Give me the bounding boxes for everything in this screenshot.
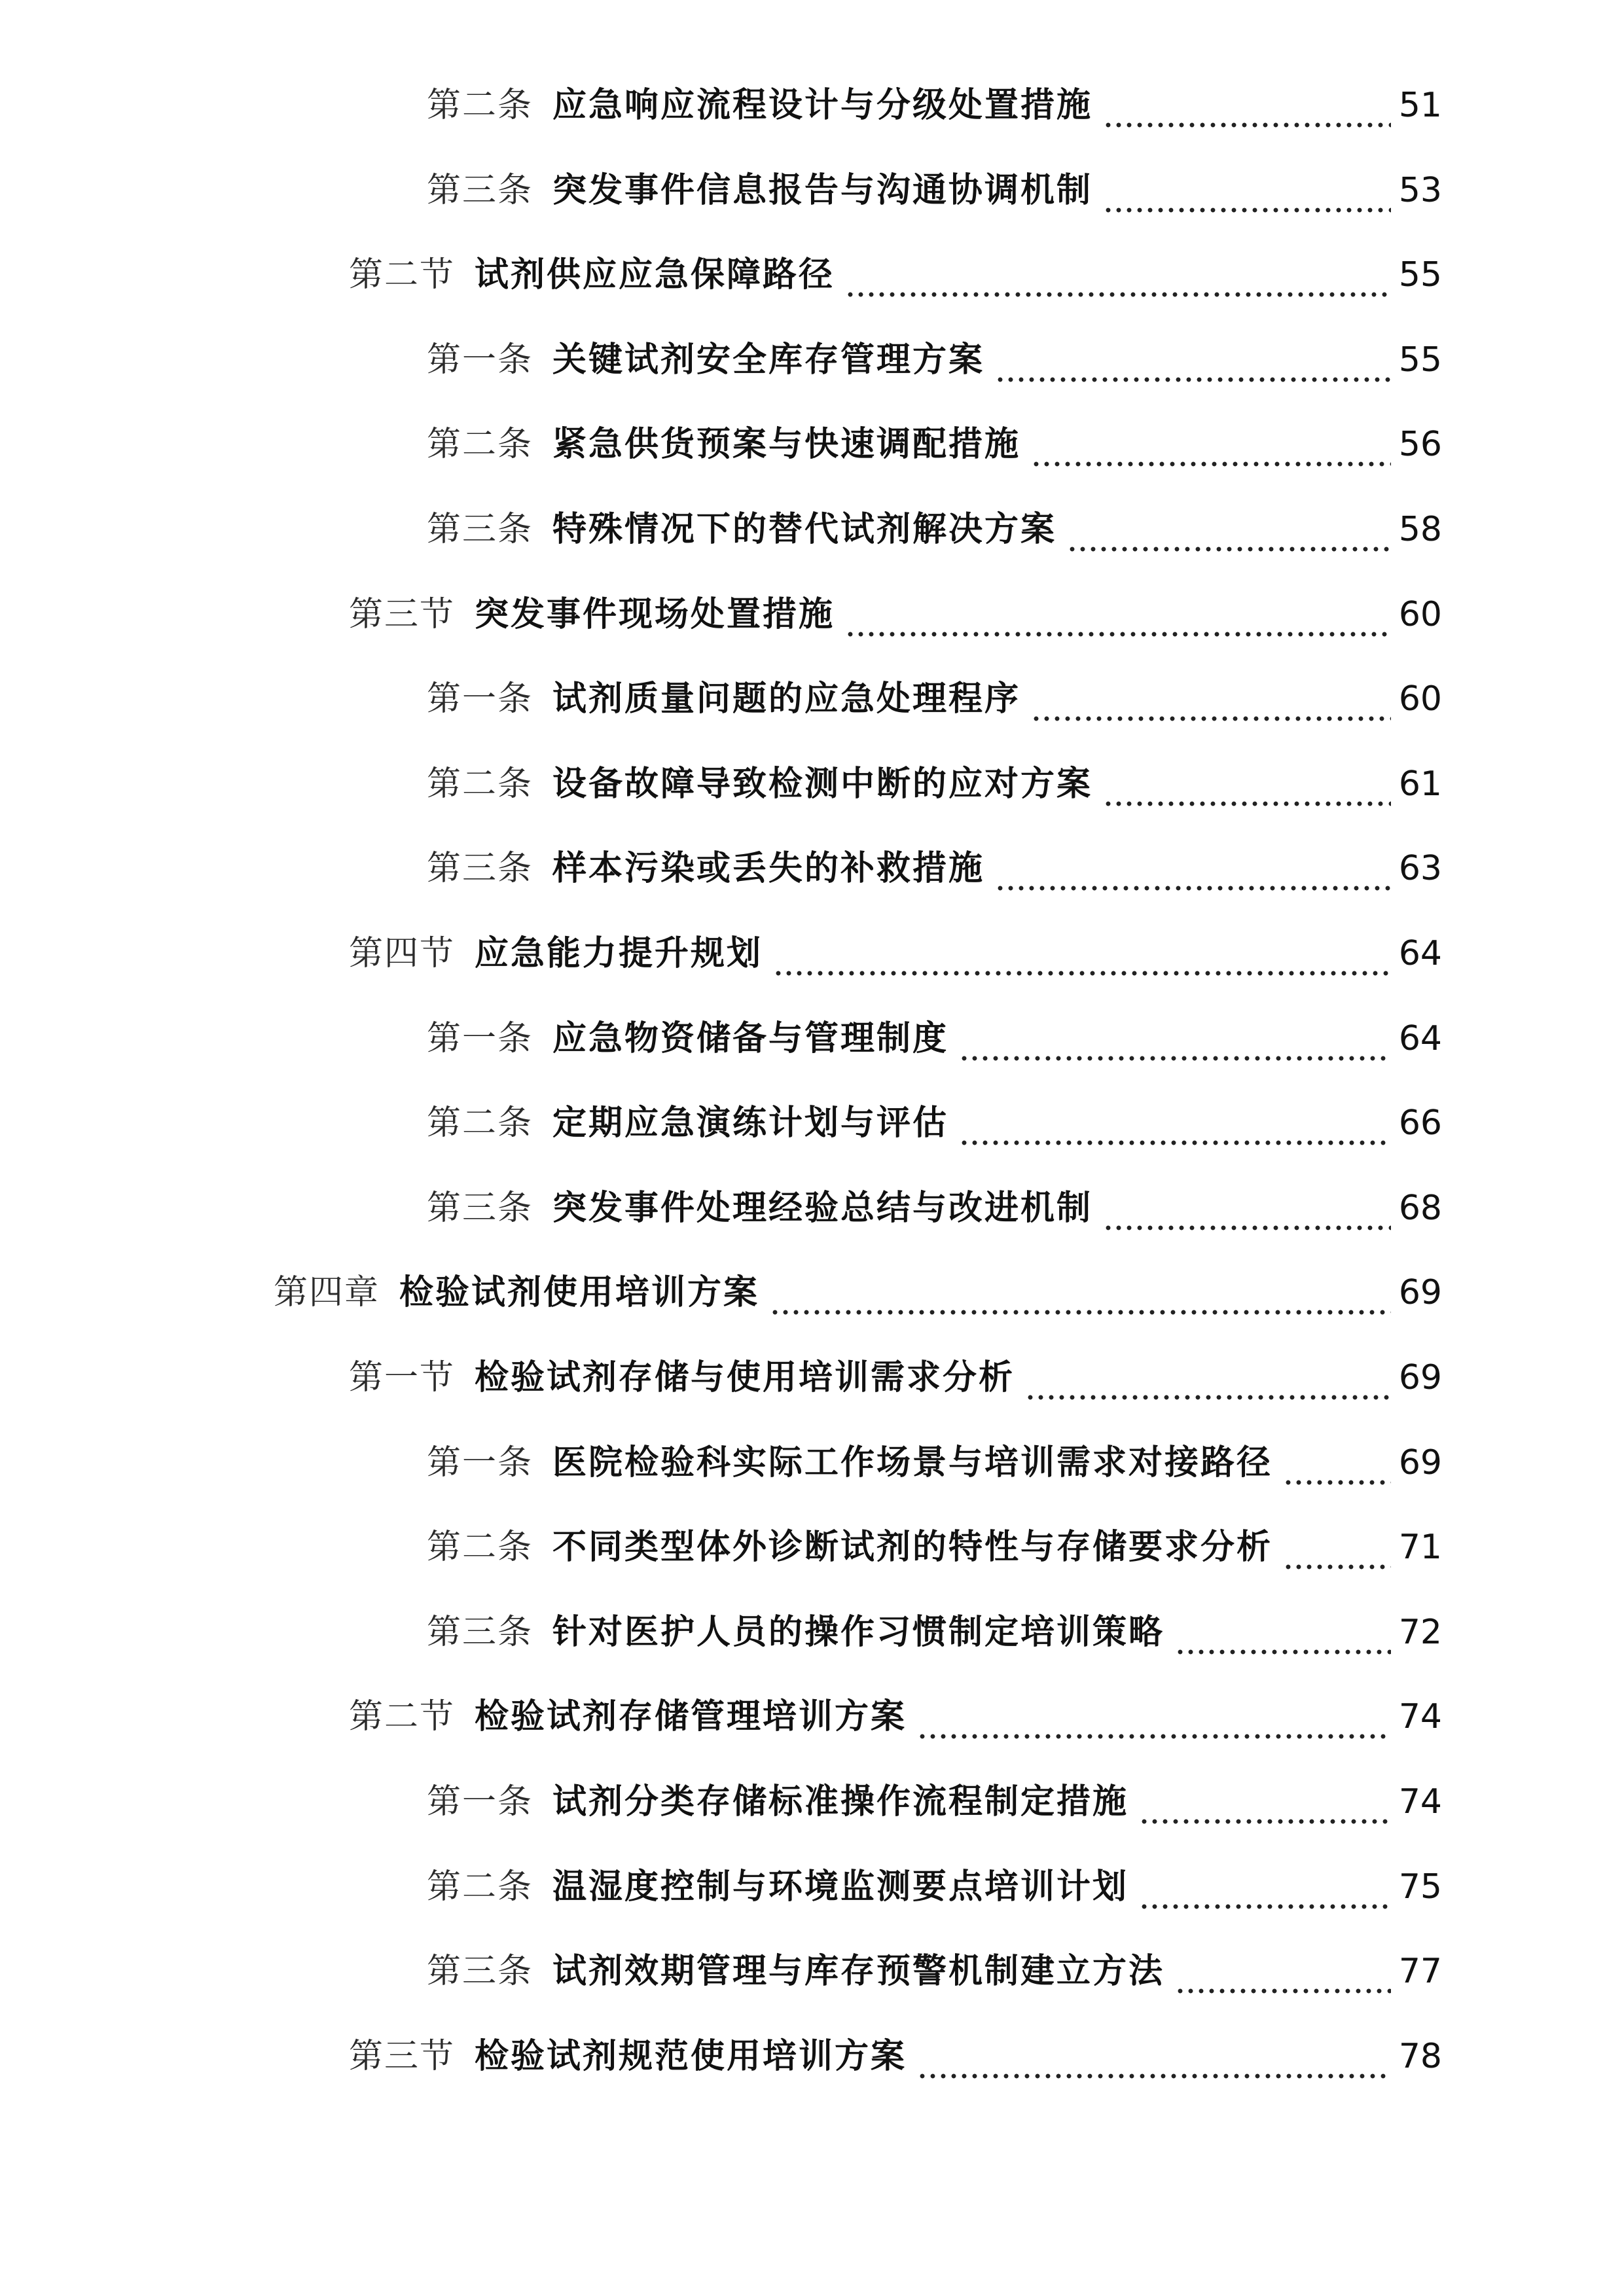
toc-entry-title: 试剂供应应急保障路径: [475, 255, 835, 295]
toc-entry-page-number: 55: [1398, 255, 1442, 295]
toc-entry-page-number: 74: [1398, 1782, 1442, 1821]
toc-entry-page-number: 56: [1398, 425, 1442, 464]
dot-leader: [1139, 1854, 1391, 1920]
toc-entry-label: 第一节: [349, 1358, 456, 1397]
toc-entry-article[interactable]: [427, 1430, 1442, 1496]
toc-entry-article[interactable]: [427, 751, 1442, 817]
toc-entry-section[interactable]: [349, 1684, 1442, 1749]
toc-entry-article[interactable]: [427, 1769, 1442, 1835]
toc-entry-page-number: 64: [1398, 934, 1442, 973]
toc-entry-article[interactable]: [427, 1515, 1442, 1580]
dot-leader: [1103, 1175, 1391, 1241]
dot-leader: [995, 836, 1391, 901]
toc-entry-page-number: 60: [1398, 679, 1442, 719]
dot-leader: [995, 327, 1391, 393]
dot-leader: [1103, 158, 1391, 223]
toc-entry-title: 试剂分类存储标准操作流程制定措施: [552, 1782, 1129, 1821]
toc-entry-label: 第三条: [427, 1613, 533, 1652]
dot-leader: [1025, 1345, 1391, 1410]
toc-entry-title: 定期应急演练计划与评估: [552, 1103, 949, 1143]
dot-leader: [959, 1006, 1391, 1071]
toc-entry-title: 样本污染或丢失的补救措施: [552, 849, 985, 888]
toc-entry-label: 第一条: [427, 340, 533, 380]
toc-entry-title: 检验试剂使用培训方案: [399, 1273, 760, 1312]
toc-entry-article[interactable]: [427, 73, 1442, 138]
toc-entry-article[interactable]: [427, 1090, 1442, 1156]
toc-entry-page-number: 64: [1398, 1019, 1442, 1058]
dot-leader: [845, 242, 1391, 308]
toc-entry-section[interactable]: [349, 582, 1442, 647]
toc-entry-title: 医院检验科实际工作场景与培训需求对接路径: [552, 1443, 1273, 1482]
toc-entry-label: 第三条: [427, 1189, 533, 1228]
toc-entry-label: 第二节: [349, 255, 456, 295]
toc-entry-page-number: 63: [1398, 849, 1442, 888]
toc-entry-page-number: 60: [1398, 595, 1442, 634]
toc-entry-page-number: 74: [1398, 1697, 1442, 1736]
toc-entry-article[interactable]: [427, 1854, 1442, 1920]
toc-entry-page-number: 53: [1398, 171, 1442, 210]
dot-leader: [917, 1684, 1391, 1749]
toc-entry-title: 突发事件处理经验总结与改进机制: [552, 1189, 1093, 1228]
dot-leader: [1175, 1939, 1391, 2004]
toc-entry-label: 第三条: [427, 171, 533, 210]
toc-entry-article[interactable]: [427, 1600, 1442, 1665]
toc-entry-label: 第三条: [427, 510, 533, 549]
toc-entry-label: 第二条: [427, 1103, 533, 1143]
toc-entry-title: 紧急供货预案与快速调配措施: [552, 425, 1021, 464]
toc-entry-label: 第一条: [427, 1443, 533, 1482]
toc-entry-chapter[interactable]: [274, 1260, 1442, 1325]
toc-entry-article[interactable]: [427, 327, 1442, 393]
toc-entry-label: 第四节: [349, 934, 456, 973]
toc-entry-label: 第二条: [427, 1867, 533, 1907]
dot-leader: [770, 1260, 1391, 1325]
toc-entry-title: 应急响应流程设计与分级处置措施: [552, 86, 1093, 125]
toc-entry-title: 设备故障导致检测中断的应对方案: [552, 764, 1093, 804]
toc-entry-label: 第一条: [427, 679, 533, 719]
toc-entry-title: 关键试剂安全库存管理方案: [552, 340, 985, 380]
toc-entry-title: 温湿度控制与环境监测要点培训计划: [552, 1867, 1129, 1907]
dot-leader: [1283, 1515, 1391, 1580]
toc-entry-title: 检验试剂存储管理培训方案: [475, 1697, 907, 1736]
toc-entry-title: 应急能力提升规划: [475, 934, 763, 973]
dot-leader: [1175, 1600, 1391, 1665]
toc-entry-label: 第三节: [349, 595, 456, 634]
toc-entry-title: 检验试剂规范使用培训方案: [475, 2037, 907, 2076]
toc-entry-section[interactable]: [349, 921, 1442, 986]
toc-entry-article[interactable]: [427, 1939, 1442, 2004]
toc-entry-label: 第三条: [427, 849, 533, 888]
toc-entry-page-number: 77: [1398, 1952, 1442, 1991]
toc-entry-label: 第三节: [349, 2037, 456, 2076]
toc-entry-article[interactable]: [427, 1006, 1442, 1071]
toc-entry-title: 突发事件现场处置措施: [475, 595, 835, 634]
toc-entry-section[interactable]: [349, 1345, 1442, 1410]
toc-entry-section[interactable]: [349, 242, 1442, 308]
toc-entry-article[interactable]: [427, 836, 1442, 901]
toc-entry-title: 检验试剂存储与使用培训需求分析: [475, 1358, 1015, 1397]
dot-leader: [1103, 73, 1391, 138]
toc-entry-title: 不同类型体外诊断试剂的特性与存储要求分析: [552, 1528, 1273, 1567]
toc-entry-label: 第二条: [427, 86, 533, 125]
toc-entry-title: 特殊情况下的替代试剂解决方案: [552, 510, 1057, 549]
toc-entry-page-number: 69: [1398, 1443, 1442, 1482]
toc-entry-label: 第一条: [427, 1782, 533, 1821]
toc-entry-article[interactable]: [427, 412, 1442, 477]
toc-entry-page-number: 71: [1398, 1528, 1442, 1567]
toc-entry-article[interactable]: [427, 497, 1442, 562]
dot-leader: [845, 582, 1391, 647]
toc-entry-title: 应急物资储备与管理制度: [552, 1019, 949, 1058]
dot-leader: [1067, 497, 1391, 562]
dot-leader: [1031, 666, 1391, 732]
toc-entry-page-number: 68: [1398, 1189, 1442, 1228]
toc-entry-page-number: 61: [1398, 764, 1442, 804]
dot-leader: [1031, 412, 1391, 477]
dot-leader: [917, 2024, 1391, 2089]
toc-entry-label: 第二节: [349, 1697, 456, 1736]
toc-entry-label: 第一条: [427, 1019, 533, 1058]
toc-entry-article[interactable]: [427, 666, 1442, 732]
toc-entry-label: 第三条: [427, 1952, 533, 1991]
toc-entry-page-number: 66: [1398, 1103, 1442, 1143]
toc-entry-label: 第二条: [427, 425, 533, 464]
toc-entry-page-number: 75: [1398, 1867, 1442, 1907]
dot-leader: [959, 1090, 1391, 1156]
toc-entry-label: 第四章: [274, 1273, 380, 1312]
toc-entry-title: 突发事件信息报告与沟通协调机制: [552, 171, 1093, 210]
dot-leader: [773, 921, 1391, 986]
dot-leader: [1103, 751, 1391, 817]
toc-entry-page-number: 69: [1398, 1358, 1442, 1397]
toc-entry-page-number: 72: [1398, 1613, 1442, 1652]
toc-entry-page-number: 69: [1398, 1273, 1442, 1312]
toc-entry-page-number: 51: [1398, 86, 1442, 125]
toc-entry-title: 试剂效期管理与库存预警机制建立方法: [552, 1952, 1165, 1991]
toc-entry-section[interactable]: [349, 2024, 1442, 2089]
toc-entry-title: 针对医护人员的操作习惯制定培训策略: [552, 1613, 1165, 1652]
toc-entry-label: 第二条: [427, 764, 533, 804]
toc-entry-title: 试剂质量问题的应急处理程序: [552, 679, 1021, 719]
toc-entry-article[interactable]: [427, 1175, 1442, 1241]
toc-entry-page-number: 78: [1398, 2037, 1442, 2076]
toc-entry-label: 第二条: [427, 1528, 533, 1567]
toc-entry-page-number: 58: [1398, 510, 1442, 549]
dot-leader: [1139, 1769, 1391, 1835]
toc-entry-page-number: 55: [1398, 340, 1442, 380]
dot-leader: [1283, 1430, 1391, 1496]
toc-entry-article[interactable]: [427, 158, 1442, 223]
